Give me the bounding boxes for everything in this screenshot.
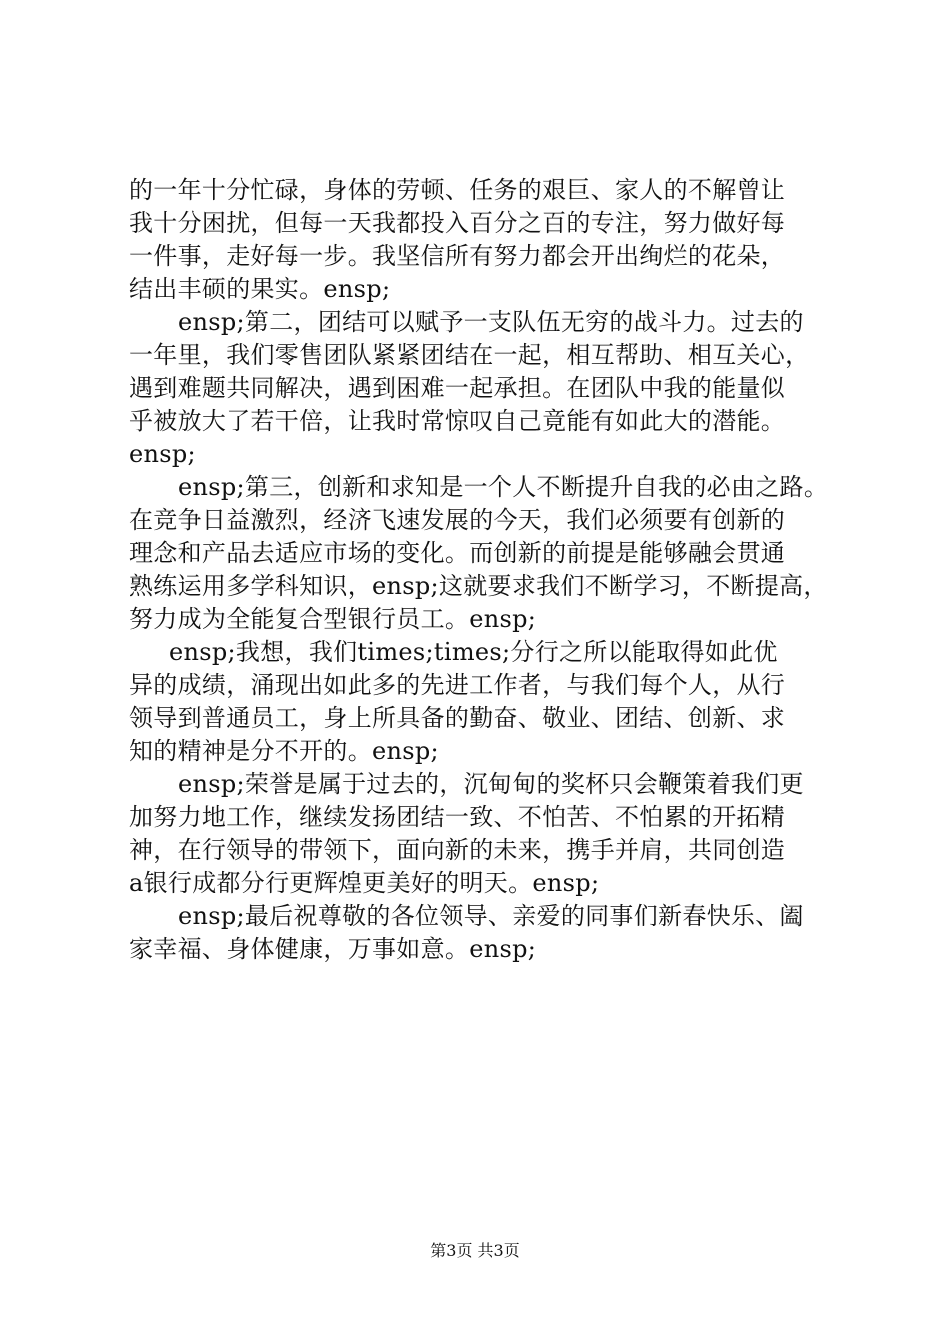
page-number-footer: 第3页 共3页: [430, 1241, 520, 1260]
text-line: 领导到普通员工，身上所具备的勤奋、敬业、团结、创新、求: [129, 704, 786, 732]
text-line: 遇到难题共同解决，遇到困难一起承担。在团队中我的能量似: [129, 374, 786, 402]
text-line: 努力成为全能复合型银行员工。ensp;: [129, 605, 537, 633]
text-line: a银行成都分行更辉煌更美好的明天。ensp;: [129, 869, 600, 897]
paragraph-first-line: ensp;第三，创新和求知是一个人不断提升自我的必由之路。: [178, 473, 829, 501]
text-line: 神，在行领导的带领下，面向新的未来，携手并肩，共同创造: [129, 836, 786, 864]
text-line: 结出丰硕的果实。ensp;: [129, 275, 391, 303]
text-line: 家幸福、身体健康，万事如意。ensp;: [129, 935, 537, 963]
text-line: 加努力地工作，继续发扬团结一致、不怕苦、不怕累的开拓精: [129, 803, 786, 831]
text-line: 熟练运用多学科知识，ensp;这就要求我们不断学习，不断提高，: [129, 572, 828, 600]
text-line: 的一年十分忙碌，身体的劳顿、任务的艰巨、家人的不解曾让: [129, 176, 786, 204]
text-line: 在竞争日益激烈，经济飞速发展的今天，我们必须要有创新的: [129, 506, 786, 534]
text-line: 乎被放大了若干倍，让我时常惊叹自己竟能有如此大的潜能。: [129, 407, 786, 435]
paragraph-first-line: ensp;荣誉是属于过去的，沉甸甸的奖杯只会鞭策着我们更: [178, 770, 804, 798]
text-line: 理念和产品去适应市场的变化。而创新的前提是能够融会贯通: [129, 539, 786, 567]
body-text: [129, 174, 833, 966]
paragraph-first-line: ensp;最后祝尊敬的各位领导、亲爱的同事们新春快乐、阖: [178, 902, 804, 930]
text-line: ensp;: [129, 440, 196, 468]
text-line: 知的精神是分不开的。ensp;: [129, 737, 439, 765]
text-line: 异的成绩，涌现出如此多的先进工作者，与我们每个人，从行: [129, 671, 786, 699]
paragraph-first-line: ensp;我想，我们times;times;分行之所以能取得如此优: [169, 638, 778, 666]
paragraph-first-line: ensp;第二，团结可以赋予一支队伍无穷的战斗力。过去的: [178, 308, 804, 336]
text-line: 一件事，走好每一步。我坚信所有努力都会开出绚烂的花朵，: [129, 242, 786, 270]
text-line: 一年里，我们零售团队紧紧团结在一起，相互帮助、相互关心，: [129, 341, 810, 369]
text-line: 我十分困扰，但每一天我都投入百分之百的专注，努力做好每: [129, 209, 786, 237]
